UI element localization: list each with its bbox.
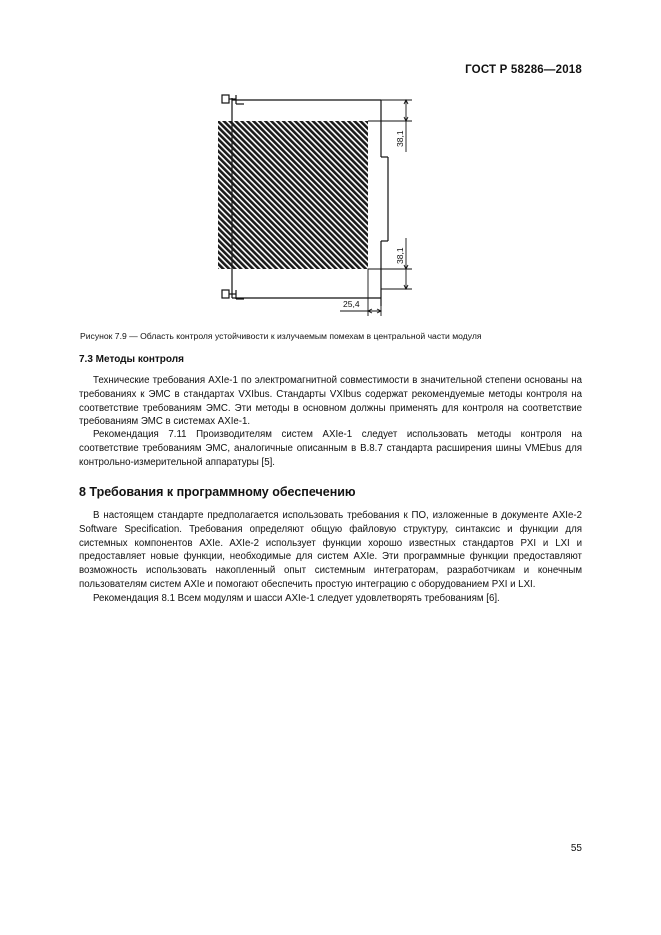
section-heading-8: 8 Требования к программному обеспечению [79,485,356,499]
emc-control-area-figure [0,0,661,330]
paragraph: В настоящем стандарте предполагается использовать требования к ПО, изложенные в документе AXIe-2 Software Specification. Требования определяют общую файловую структуру, синтаксис и функции для системных компонентов AXIe. AXIe-2 использует функции хорошо известных стандартов PXI и LXI и предоставляет новые функции, необходимые для систем AXIe. Эти программные функции предоставляют возможность использовать накопленный опыт системным интеграторам, разработчикам и конечным пользователям систем AXIe и помогают обеспечить простую интеграцию с оборудованием PXI и LXI. [79,510,582,590]
dimension-label-top: 38,1 [395,130,405,147]
paragraph: Рекомендация 7.11 Производителям систем AXIe-1 следует использовать методы контроля на соответствие требованиям ЭМС, аналогичные описанным в В.8.7 стандарта расширения шины VMEbus для контрольно-измерительной аппаратуры [5]. [79,429,582,468]
page-number: 55 [570,843,582,854]
section-heading-7-3: 7.3 Методы контроля [79,354,184,365]
paragraph: Технические требования AXIe-1 по электромагнитной совместимости в значительной степени основаны на требованиях к ЭМС в стандартах VXIbus. Стандарты VXIbus содержат рекомендуемые методы контроля на соответствие требованиям ЭМС. Эти методы в основном должны применять для контроля на соответствие требованиям ЭМС в системах AXIe-1. [79,375,582,428]
figure-caption: Рисунок 7.9 — Область контроля устойчивости к излучаемым помехам в центральной части модуля [80,331,482,341]
dimension-label-bottom: 38,1 [395,247,405,264]
dimension-label-width: 25,4 [343,299,360,309]
paragraph: Рекомендация 8.1 Всем модулям и шасси AXIe-1 следует удовлетворять требованиям [6]. [93,593,500,604]
hatched-control-area [218,121,368,269]
document-header-code: ГОСТ Р 58286—2018 [465,64,582,76]
